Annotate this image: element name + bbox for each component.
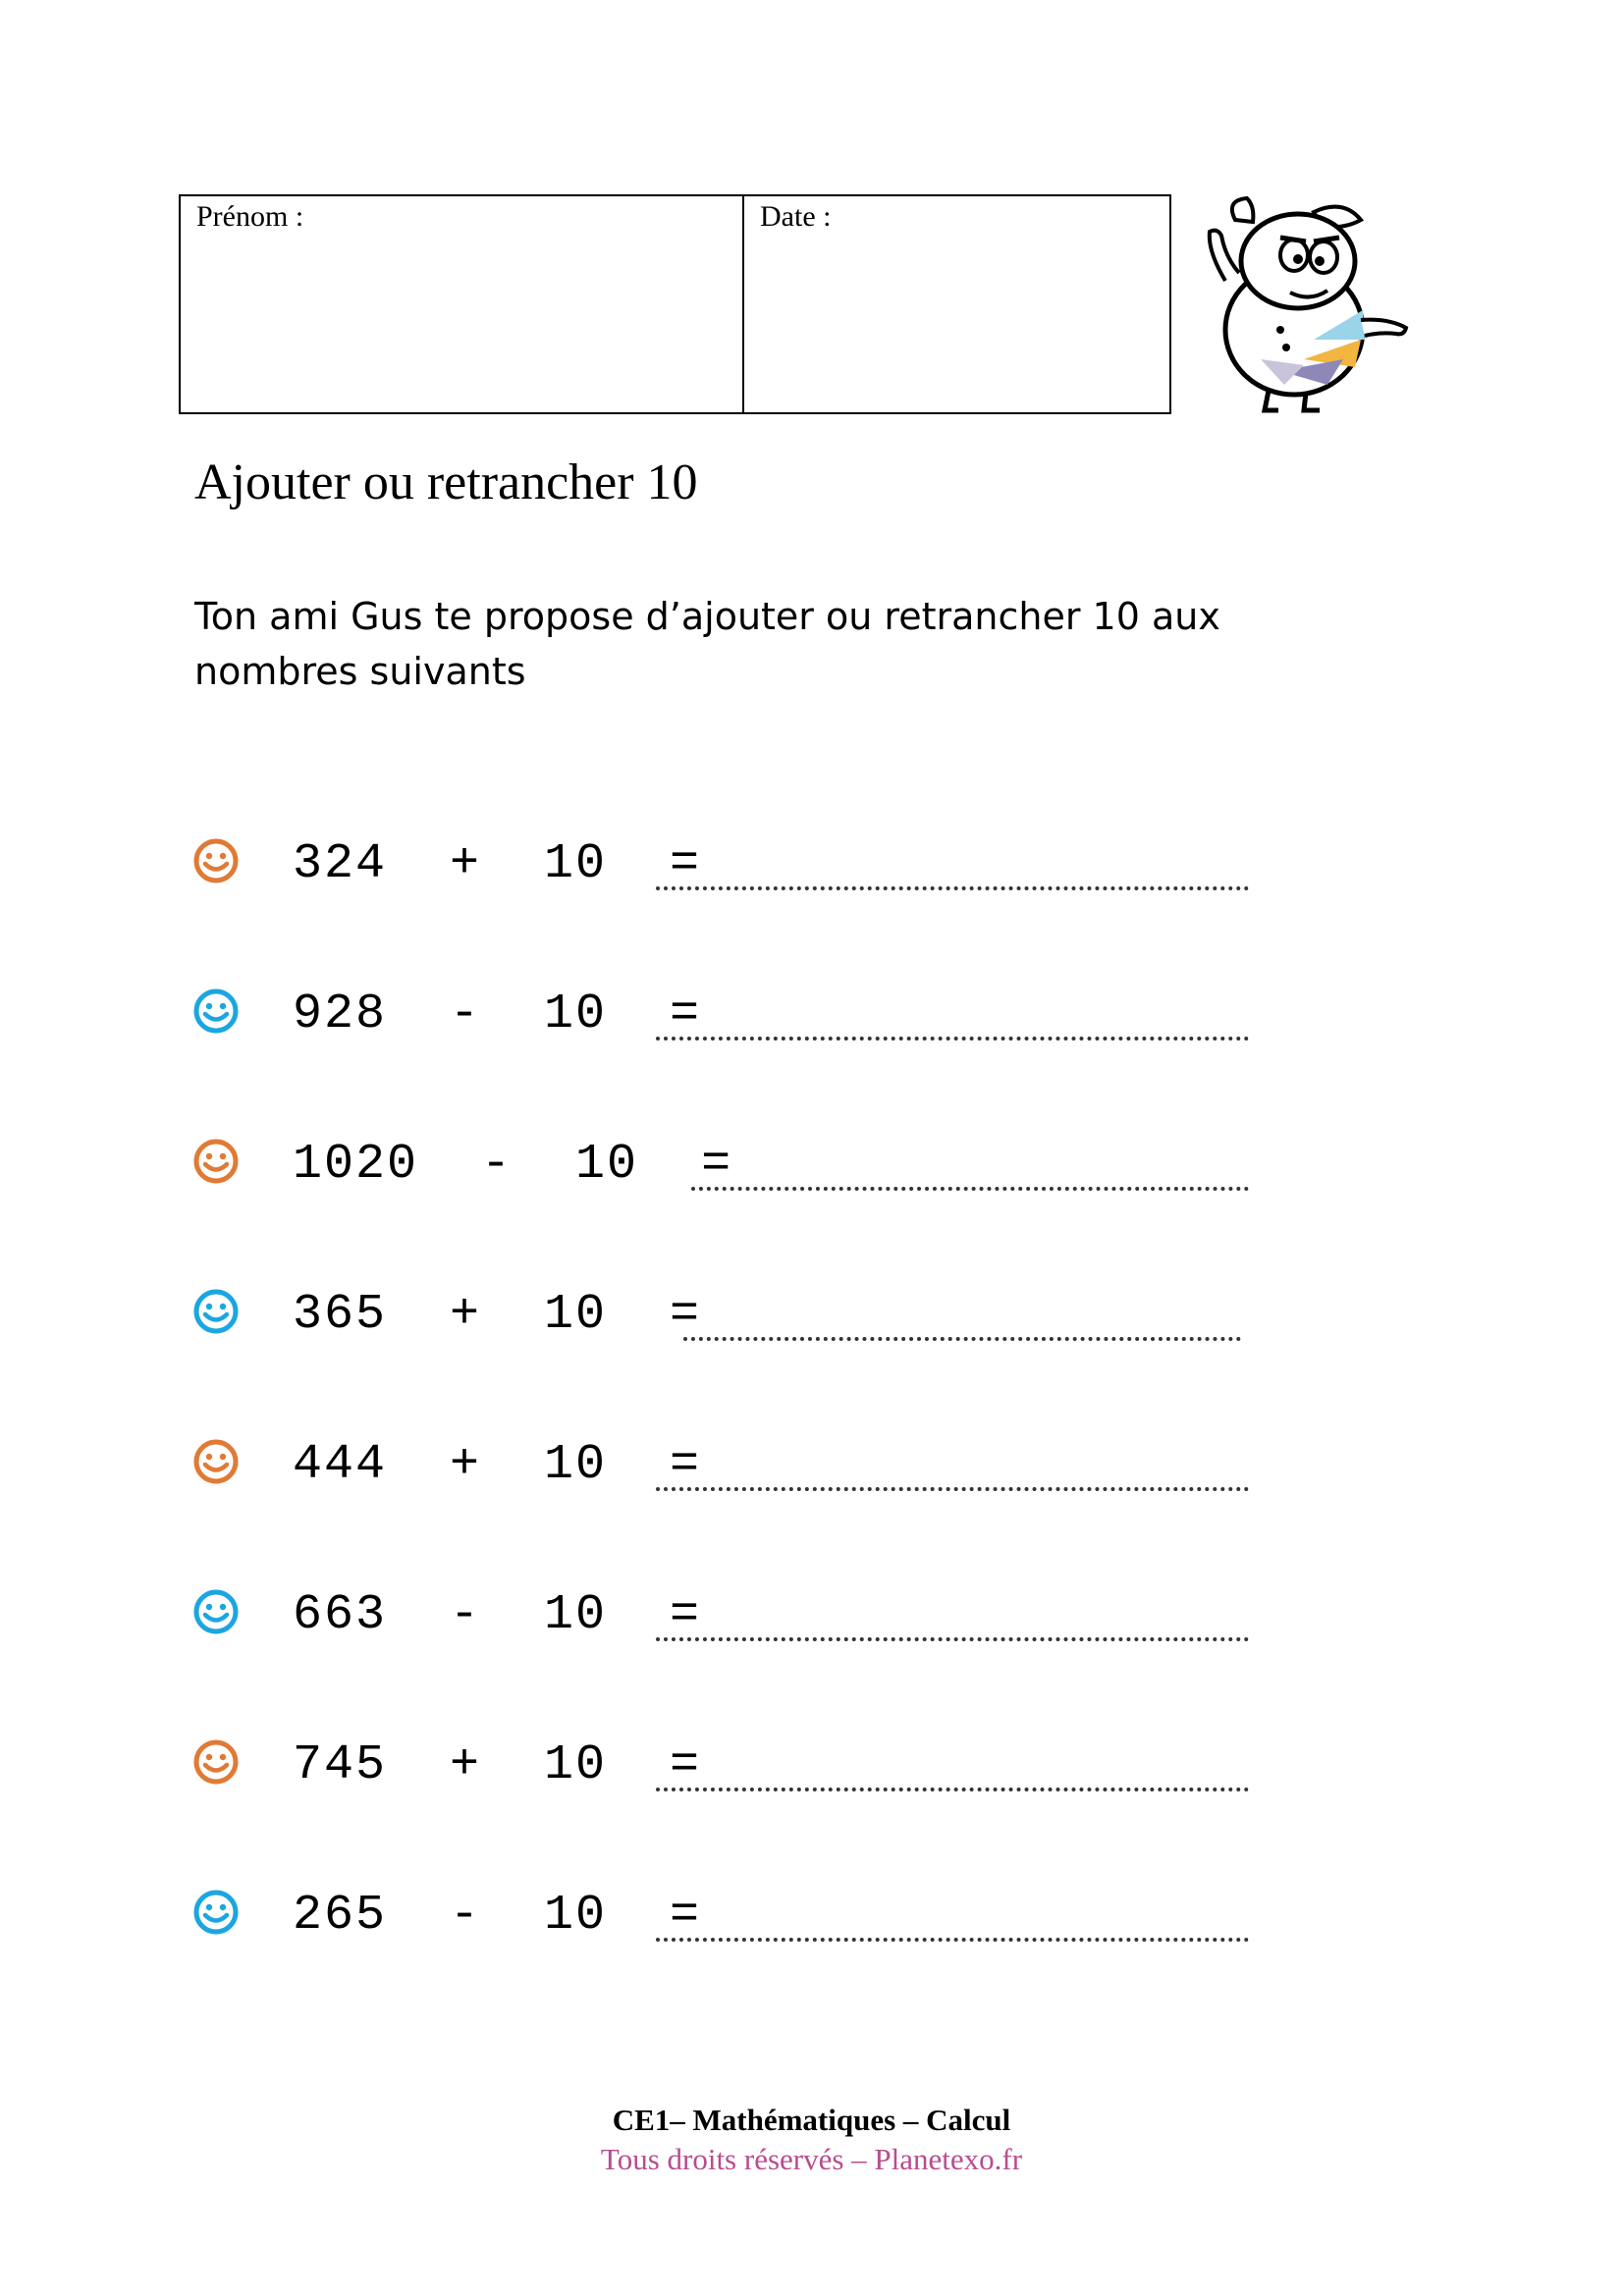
worksheet-title: Ajouter ou retrancher 10 bbox=[194, 454, 698, 510]
exercise-expression: 324 + 10 = bbox=[293, 836, 702, 892]
exercise-expression: 1020 - 10 = bbox=[293, 1137, 733, 1193]
header-table bbox=[179, 194, 1171, 414]
exercise-expression: 663 - 10 = bbox=[293, 1587, 702, 1643]
exercise-row bbox=[192, 1280, 1272, 1351]
exercise-row bbox=[192, 1130, 1272, 1201]
exercise-row bbox=[192, 1731, 1272, 1801]
gus-mascot-image bbox=[1196, 192, 1414, 416]
exercise-row bbox=[192, 829, 1272, 900]
exercise-expression: 928 - 10 = bbox=[293, 987, 702, 1042]
exercise-row bbox=[192, 1881, 1272, 1951]
exercise-row bbox=[192, 1430, 1272, 1501]
exercise-row bbox=[192, 980, 1272, 1050]
smiley-icon bbox=[192, 1588, 240, 1635]
smiley-icon bbox=[192, 1438, 240, 1485]
exercise-expression: 265 - 10 = bbox=[293, 1888, 702, 1944]
smiley-icon bbox=[192, 1738, 240, 1786]
prenom-label: Prénom : bbox=[196, 200, 304, 233]
answer-blank[interactable] bbox=[656, 1037, 1249, 1041]
date-field[interactable] bbox=[744, 196, 1169, 412]
footer-copyright: Tous droits réservés – Planetexo.fr bbox=[600, 2142, 1023, 2176]
smiley-icon bbox=[192, 1889, 240, 1936]
answer-blank[interactable] bbox=[656, 1487, 1249, 1491]
smiley-icon bbox=[192, 1288, 240, 1335]
date-label: Date : bbox=[760, 200, 832, 233]
exercise-expression: 745 + 10 = bbox=[293, 1737, 702, 1793]
exercise-row bbox=[192, 1580, 1272, 1651]
exercise-expression: 444 + 10 = bbox=[293, 1437, 702, 1493]
prenom-field[interactable] bbox=[181, 196, 744, 412]
answer-blank[interactable] bbox=[683, 1337, 1241, 1341]
answer-blank[interactable] bbox=[656, 1637, 1249, 1641]
answer-blank[interactable] bbox=[656, 1938, 1249, 1942]
instruction-text: Ton ami Gus te propose d’ajouter ou retrancher 10 aux nombres suivants bbox=[194, 595, 1220, 693]
answer-blank[interactable] bbox=[691, 1187, 1249, 1191]
footer-subject: CE1– Mathématiques – Calcul bbox=[612, 2103, 1011, 2137]
smiley-icon bbox=[192, 988, 240, 1035]
smiley-icon bbox=[192, 1138, 240, 1185]
exercise-expression: 365 + 10 = bbox=[293, 1287, 702, 1343]
answer-blank[interactable] bbox=[656, 1788, 1249, 1791]
answer-blank[interactable] bbox=[656, 886, 1249, 890]
smiley-icon bbox=[192, 837, 240, 884]
